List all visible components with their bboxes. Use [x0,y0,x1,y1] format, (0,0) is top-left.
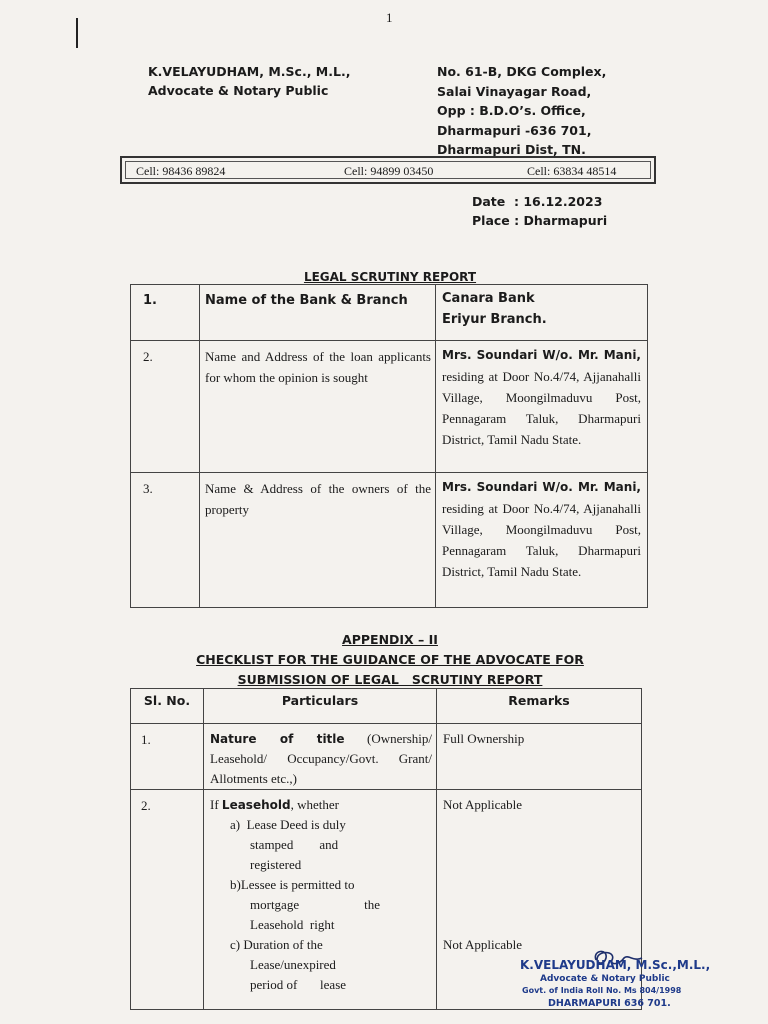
sub-item-a-cont: stamped and [250,837,339,852]
sub-item-a-cont: registered [250,857,302,872]
row-label: Name & Address of the owners of the property [200,473,436,608]
lead-bold: Leasehold [221,798,291,812]
letterhead-address [437,62,606,160]
row-number: 3. [131,473,200,608]
address-line: Opp : B.D.O’s. Office, [437,103,586,118]
owner-address: residing at Door No.4/74, Ajjanahalli Village, Moongilmaduvu Post, Pennagaram Taluk, Dharmapuri District, Tamil Nadu State. [442,501,641,579]
row-value [436,473,648,608]
sub-item-c-cont: Lease/unexpired [250,957,336,972]
margin-mark [76,18,78,48]
advocate-seal [518,946,711,1009]
appendix-heading [130,630,650,690]
sub-item-b-cont: mortgage the [250,897,380,912]
row-number: 1. [131,724,204,790]
appendix-line: CHECKLIST FOR THE GUIDANCE OF THE ADVOCATE FOR [196,652,584,667]
column-header: Sl. No. [131,689,204,724]
remark: Not Applicable [443,797,523,812]
table-row [131,341,648,473]
table-row [131,724,642,790]
column-header: Remarks [437,689,642,724]
row-value [436,285,648,341]
row-particulars [204,790,437,1010]
contact-band [120,156,656,184]
table-row [131,285,648,341]
legal-scrutiny-table [130,284,648,608]
column-header: Particulars [204,689,437,724]
row-value [436,341,648,473]
applicant-name: Mrs. Soundari W/o. Mr. Mani, [442,348,641,362]
seal-title: Advocate & Notary Public [540,974,670,984]
advocate-name: K.VELAYUDHAM, M.Sc., M.L., [148,64,351,79]
sub-item-c: c) Duration of the [230,937,323,952]
appendix-line: SUBMISSION OF LEGAL SCRUTINY REPORT [237,672,543,687]
row-label: Name of the Bank & Branch [200,285,436,341]
advocate-title: Advocate & Notary Public [148,83,329,98]
row-number: 2. [131,790,204,1010]
date-line: Date : 16.12.2023 [472,194,603,209]
address-line: No. 61-B, DKG Complex, [437,64,607,79]
owner-name: Mrs. Soundari W/o. Mr. Mani, [442,480,641,494]
branch-name: Eriyur Branch. [442,312,547,327]
appendix-title: APPENDIX – II [342,632,438,647]
particular-bold: Nature of title [210,732,345,746]
page-number: 1 [386,10,393,25]
row-particulars [204,724,437,790]
row-label: Name and Address of the loan applicants for whom the opinion is sought [200,341,436,473]
date-place [472,192,607,230]
row-number: 1. [131,285,200,341]
cell-number: Cell: 63834 48514 [527,164,617,178]
cell-number: Cell: 94899 03450 [344,164,434,178]
lead-line [210,795,432,815]
sub-item-c-cont: period of lease [250,977,347,992]
remark: Not Applicable [443,937,523,952]
letterhead-left [148,62,350,100]
address-line: Salai Vinayagar Road, [437,83,592,99]
seal-place: DHARMAPURI 636 701. [548,998,671,1009]
particular-text: (Ownership/ Leasehold/ Occupancy/Govt. Grant/ Allotments etc.,) [210,731,432,786]
sub-item-a: a) Lease Deed is duly [230,817,346,832]
address-line: Dharmapuri Dist, TN. [437,142,586,157]
cell-number: Cell: 98436 89824 [136,164,226,178]
sub-item-b: b)Lessee is permitted to [230,877,355,892]
table-header-row [131,689,642,724]
sub-item-b-cont: Leasehold right [250,917,335,932]
table-row [131,473,648,608]
row-number: 2. [131,341,200,473]
seal-name: K.VELAYUDHAM, M.Sc.,M.L., [520,958,711,972]
seal-roll: Govt. of India Roll No. Ms 804/1998 [522,986,682,995]
lead-prefix: If [210,797,222,812]
report-title: LEGAL SCRUTINY REPORT [303,270,477,284]
bank-name: Canara Bank [442,291,535,306]
applicant-address: residing at Door No.4/74, Ajjanahalli Village, Moongilmaduvu Post, Pennagaram Taluk, Dharmapuri District, Tamil Nadu State. [442,369,641,447]
address-line: Dharmapuri -636 701, [437,122,592,138]
row-remarks: Full Ownership [437,724,642,790]
lead-suffix: , whether [290,797,339,812]
place-line: Place : Dharmapuri [472,213,608,228]
